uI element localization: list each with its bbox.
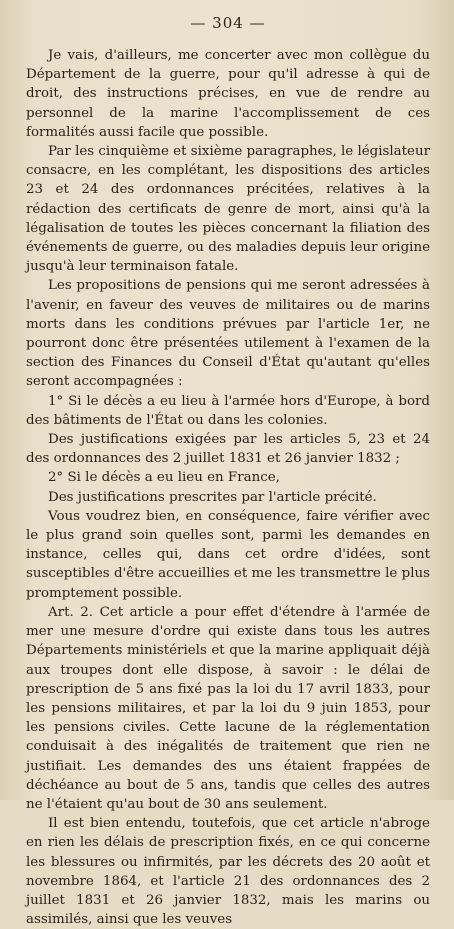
paragraph-6: 2° Si le décès a eu lieu en France, [48, 470, 280, 486]
paragraph-5: Des justifications exigées par les articles 5, 23 et 24 des ordonnances des 2 juillet 1831 et 26 janvier 1832 ; [26, 432, 430, 467]
paragraph-7: Des justifications prescrites par l'article précité. [48, 489, 377, 505]
page-number: — 304 — [190, 14, 266, 32]
body-text [26, 46, 430, 929]
paragraph-3: Les propositions de pensions qui me seront adressées à l'avenir, en faveur des veuves de militaires ou de marins morts dans les conditions prévues par l'article 1er, ne pourront donc être présentées utilement à l'examen de la section des Finances du Conseil d'État qu'autant qu'elles seront accompagnées : [26, 278, 430, 390]
paragraph-8: Vous voudrez bien, en conséquence, faire vérifier avec le plus grand soin quelles sont, parmi les demandes en instance, celles qui, dans cet ordre d'idées, sont susceptibles d'être accueillies et me les transmettre le plus promptement possible. [26, 508, 430, 601]
paragraph-1: Je vais, d'ailleurs, me concerter avec mon collègue du Département de la guerre, pour qu'il adresse à qui de droit, des instructions précises, en vue de rendre au personnel de la marine l'accomplissement de ces formalités aussi facile que possible. [26, 48, 430, 140]
paragraph-4: 1° Si le décès a eu lieu à l'armée hors d'Europe, à bord des bâtiments de l'État ou dans les colonies. [26, 393, 430, 428]
paragraph-2: Par les cinquième et sixième paragraphes, le législateur consacre, en les complétant, les dispositions des articles 23 et 24 des ordonnances précitées, relatives à la rédaction des certificats de genre de mort, ainsi qu'à la légalisation de toutes les pièces concernant la filiation des événements de guerre, ou des maladies depuis leur origine jusqu'à leur terminaison fatale. [26, 144, 430, 275]
paragraph-9: Art. 2. Cet article a pour effet d'étendre à l'armée de mer une mesure d'ordre qui existe dans tous les autres Départements ministériels et que la marine appliquait déjà aux troupes dont elle dispose, à savoir : le délai de prescription de 5 ans fixé pas la loi du 17 avril 1833, pour les pensions militaires, et par la loi du 9 juin 1853, pour les pensions civiles. Cette lacune de la réglementation conduisait à des inégalités de traitement que rien ne justifiait. Les demandes des uns étaient frappées de déchéance au bout de 5 ans, tandis que celles des autres ne l'étaient qu'au bout de 30 ans seulement. [26, 604, 430, 812]
paragraph-10: Il est bien entendu, toutefois, que cet article n'abroge en rien les délais de prescription fixés, en ce qui concerne les blessures ou infirmités, par les décrets des 20 août et novembre 1864, et l'article 21 des ordonnances des 2 juillet 1831 et 26 janvier 1832, mais les marins ou assimilés, ainsi que les veuves [26, 816, 430, 928]
